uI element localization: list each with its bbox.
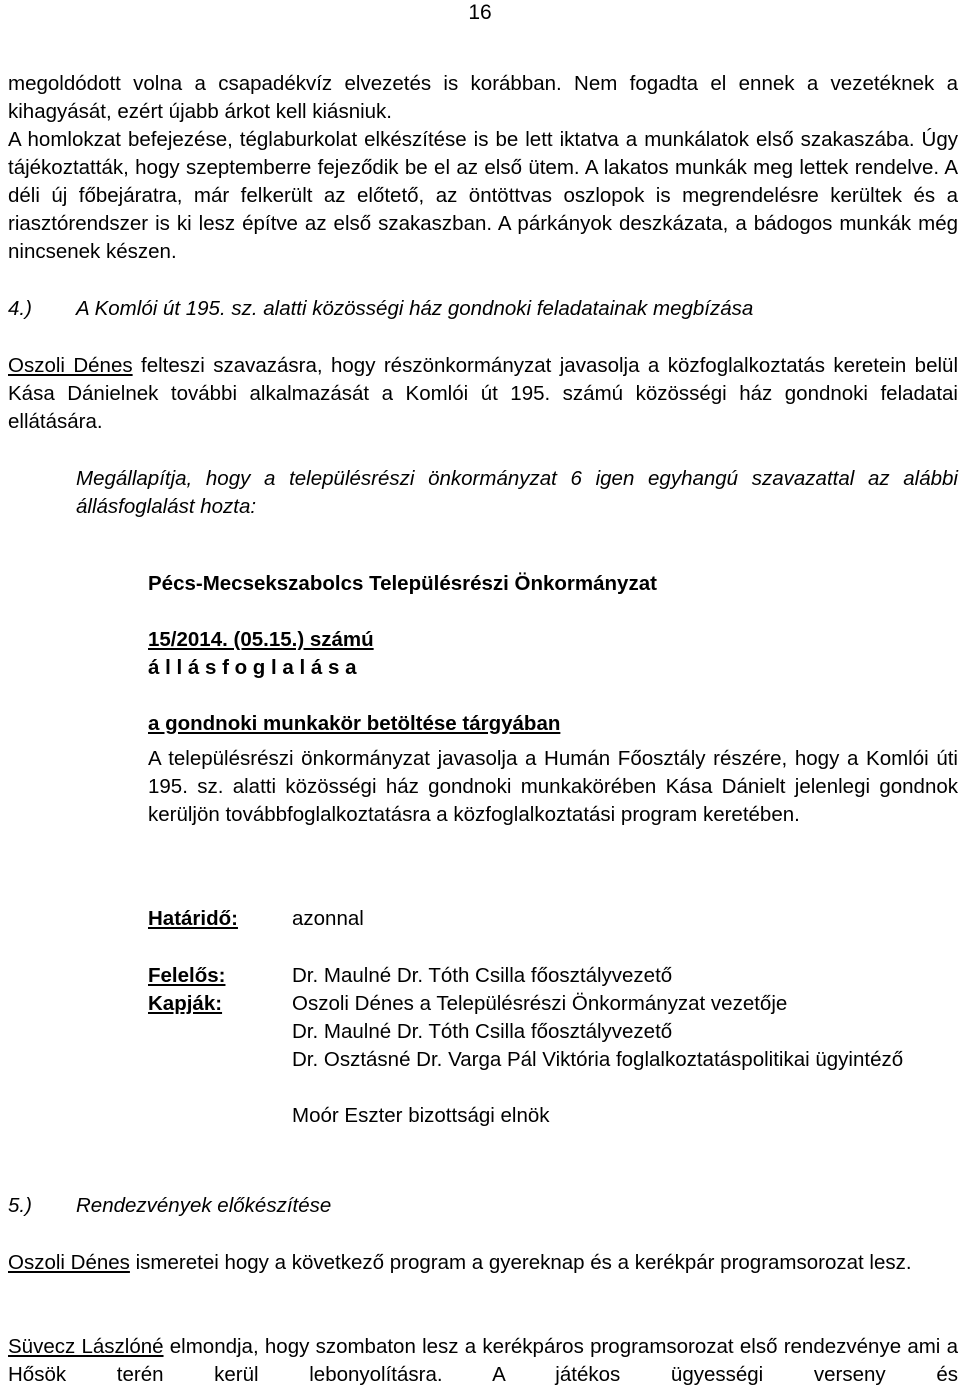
section-5-number: 5.) <box>8 1194 32 1217</box>
speaker-name: Oszoli Dénes <box>8 1251 130 1274</box>
responsible-value: Dr. Maulné Dr. Tóth Csilla főosztályvezető <box>292 963 673 987</box>
section-4-number: 4.) <box>8 297 32 320</box>
page-number: 16 <box>468 1 492 24</box>
intro-paragraph-2: A homlokzat befejezése, téglaburkolat elkészítése is be lett iktatva a munkálatok első szakaszába. Úgy tájékoztatták, hogy szeptemberre fejeződik be el az első ütem. A lakatos munkák meg lettek rendelve. A déli új főbejáratra, már felkerült az előtető, az öntöttvas oszlopok is megrendelésre kerültek és a riasztórendszer is ki lesz építve az első szakaszban. A párkányok deszkázata, a bádogos munkák még nincsenek készen. <box>8 128 958 263</box>
body-name: Pécs-Mecsekszabolcs Településrészi Önkormányzat <box>148 571 657 595</box>
recipient-item: Dr. Maulné Dr. Tóth Csilla főosztályvezető <box>292 1019 673 1043</box>
section-4-title: A Komlói út 195. sz. alatti közösségi ház gondnoki feladatainak megbízása <box>76 297 754 320</box>
deadline-label: Határidő: <box>148 906 238 930</box>
resolution-number: 15/2014. (05.15.) számú <box>148 627 374 651</box>
recipient-item: Dr. Osztásné Dr. Varga Pál Viktória foglalkoztatáspolitikai ügyintéző <box>292 1047 904 1071</box>
section-4-heading <box>8 295 753 323</box>
intro-paragraph-1: megoldódott volna a csapadékvíz elvezetés is korábban. Nem fogadta el ennek a vezetéknek a kihagyását, ezért újabb árkot kell kiásniuk. <box>8 72 958 123</box>
deadline-value: azonnal <box>292 906 364 930</box>
section-5-heading <box>8 1192 331 1220</box>
section-4-vote-paragraph <box>8 352 958 436</box>
finding-paragraph: Megállapítja, hogy a településrészi önkormányzat 6 igen egyhangú szavazattal az alábbi állásfoglalást hozta: <box>76 467 958 518</box>
recipient-item: Moór Eszter bizottsági elnök <box>292 1103 550 1127</box>
section-5-paragraph-1 <box>8 1249 958 1277</box>
speaker-name: Oszoli Dénes <box>8 354 133 377</box>
resolution-title: á l l á s f o g l a l á s a <box>148 655 357 679</box>
paragraph-text: ismeretei hogy a következő program a gyereknap és a kerékpár programsorozat lesz. <box>129 1251 912 1274</box>
section-5-paragraph-2 <box>8 1333 958 1389</box>
section-5-title: Rendezvények előkészítése <box>76 1194 332 1217</box>
vote-text: felteszi szavazásra, hogy részönkormányzat javasolja a közfoglalkoztatás keretein belül Kása Dánielnek további alkalmazását a Komlói út 195. számú közösségi ház gondnoki feladatai ellátására. <box>8 354 958 433</box>
recipients-label: Kapják: <box>148 991 223 1015</box>
speaker-name: Süvecz Lászlóné <box>8 1335 164 1358</box>
resolution-subject: a gondnoki munkakör betöltése tárgyában <box>148 711 561 735</box>
recipient-item: Oszoli Dénes a Településrészi Önkormányzat vezetője <box>292 991 788 1015</box>
paragraph-text: elmondja, hogy szombaton lesz a kerékpáros programsorozat első rendezvénye ami a Hősök terén kerül lebonyolításra. A játékos ügyességi verseny és <box>8 1335 958 1386</box>
resolution-text: A településrészi önkormányzat javasolja a Humán Főosztály részére, hogy a Komlói úti 195. sz. alatti közösségi ház gondnoki munkakörében Kása Dánielt jelenlegi gondnok kerüljön továbbfoglalkoztatásra a közfoglalkoztatási program keretében. <box>148 747 958 826</box>
responsible-label: Felelős: <box>148 963 226 987</box>
